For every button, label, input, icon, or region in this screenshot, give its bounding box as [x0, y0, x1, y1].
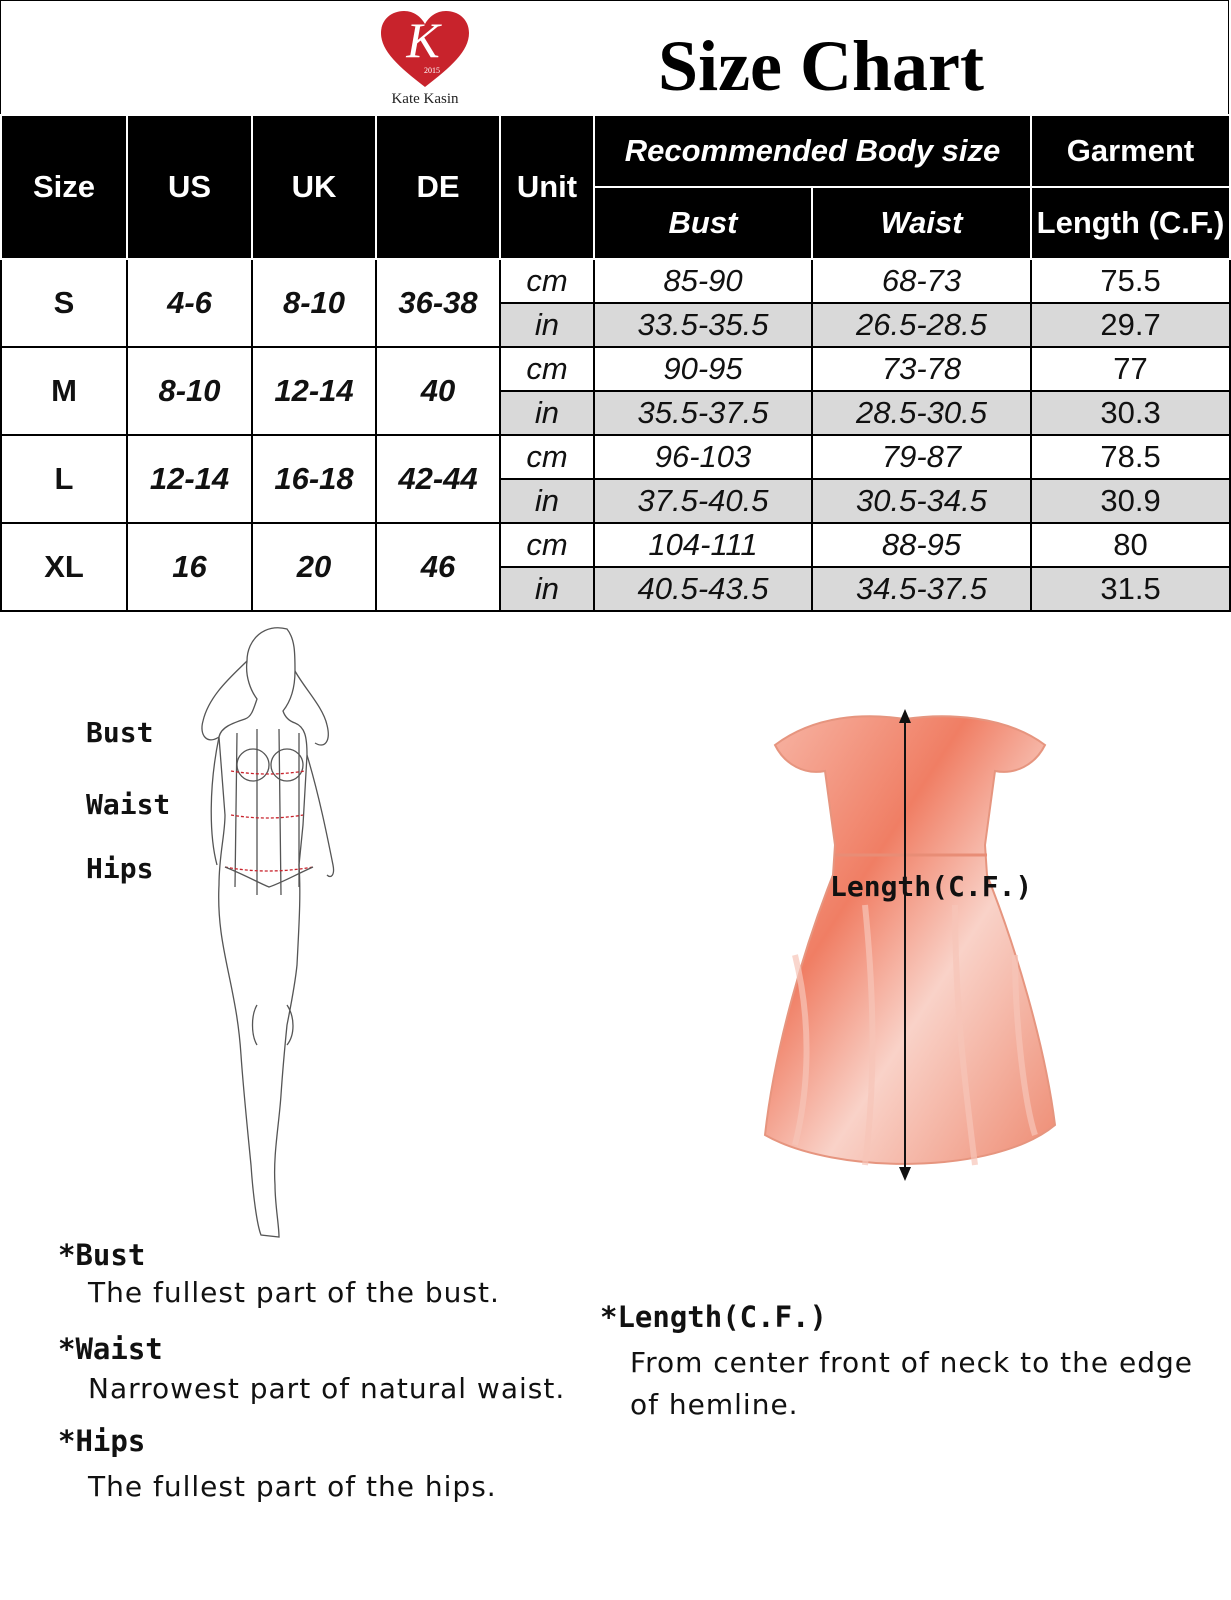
length-cell: 30.3 [1031, 391, 1230, 435]
de-size-cell: 42-44 [376, 435, 500, 523]
figure-label-waist: Waist [86, 788, 171, 821]
us-size-cell: 12-14 [127, 435, 252, 523]
us-size-cell: 8-10 [127, 347, 252, 435]
header [0, 0, 1229, 116]
length-cell: 29.7 [1031, 303, 1230, 347]
waist-cell: 30.5-34.5 [812, 479, 1031, 523]
brand-name: Kate Kasin [391, 91, 459, 107]
size-cell: M [1, 347, 127, 435]
size-table [0, 114, 1231, 612]
unit-cell: in [500, 479, 594, 523]
table-row [1, 347, 1230, 391]
de-size-cell: 46 [376, 523, 500, 611]
waist-cell: 26.5-28.5 [812, 303, 1031, 347]
waist-cell: 34.5-37.5 [812, 567, 1031, 611]
table-row [1, 523, 1230, 567]
unit-cell: in [500, 567, 594, 611]
size-rows [1, 259, 1230, 611]
us-size-cell: 4-6 [127, 259, 252, 347]
heart-logo-icon [379, 9, 471, 91]
figure-label-hips: Hips [86, 852, 154, 885]
header-de: DE [376, 115, 500, 259]
length-cell: 31.5 [1031, 567, 1230, 611]
unit-cell: cm [500, 435, 594, 479]
header-uk: UK [252, 115, 376, 259]
bust-cell: 40.5-43.5 [594, 567, 812, 611]
bust-cell: 96-103 [594, 435, 812, 479]
uk-size-cell: 8-10 [252, 259, 376, 347]
unit-cell: cm [500, 259, 594, 303]
waist-cell: 88-95 [812, 523, 1031, 567]
definition-waist-title: *Waist [58, 1332, 163, 1366]
header-waist: Waist [812, 187, 1031, 259]
definition-bust-title: *Bust [58, 1238, 146, 1272]
bust-cell: 104-111 [594, 523, 812, 567]
dress-length-label: Length(C.F.) [830, 870, 1033, 903]
length-cell: 30.9 [1031, 479, 1230, 523]
unit-cell: in [500, 303, 594, 347]
de-size-cell: 36-38 [376, 259, 500, 347]
size-cell: XL [1, 523, 127, 611]
unit-cell: cm [500, 523, 594, 567]
bust-cell: 85-90 [594, 259, 812, 303]
unit-cell: in [500, 391, 594, 435]
logo-year: 2015 [424, 66, 440, 75]
waist-cell: 79-87 [812, 435, 1031, 479]
waist-cell: 73-78 [812, 347, 1031, 391]
table-row [1, 435, 1230, 479]
uk-size-cell: 20 [252, 523, 376, 611]
definition-hips-title: *Hips [58, 1424, 146, 1458]
us-size-cell: 16 [127, 523, 252, 611]
figure-label-bust: Bust [86, 716, 154, 749]
waist-cell: 28.5-30.5 [812, 391, 1031, 435]
bust-cell: 90-95 [594, 347, 812, 391]
uk-size-cell: 12-14 [252, 347, 376, 435]
header-size: Size [1, 115, 127, 259]
page-title: Size Chart [658, 26, 984, 106]
uk-size-cell: 16-18 [252, 435, 376, 523]
unit-cell: cm [500, 347, 594, 391]
bust-cell: 33.5-35.5 [594, 303, 812, 347]
length-cell: 77 [1031, 347, 1230, 391]
size-cell: L [1, 435, 127, 523]
header-unit: Unit [500, 115, 594, 259]
size-cell: S [1, 259, 127, 347]
header-garment: Garment [1031, 115, 1230, 187]
definition-length-title: *Length(C.F.) [600, 1300, 827, 1334]
length-cell: 78.5 [1031, 435, 1230, 479]
header-bust: Bust [594, 187, 812, 259]
header-us: US [127, 115, 252, 259]
logo-letter: K [406, 12, 440, 68]
de-size-cell: 40 [376, 347, 500, 435]
definition-bust-text: The fullest part of the bust. [88, 1276, 500, 1309]
table-row [1, 259, 1230, 303]
waist-cell: 68-73 [812, 259, 1031, 303]
header-recommended-body-size: Recommended Body size [594, 115, 1031, 187]
length-cell: 80 [1031, 523, 1230, 567]
definition-length-text: From center front of neck to the edge of hemline. [630, 1346, 1193, 1421]
bust-cell: 37.5-40.5 [594, 479, 812, 523]
bust-cell: 35.5-37.5 [594, 391, 812, 435]
definition-hips-text: The fullest part of the hips. [88, 1470, 497, 1503]
length-cell: 75.5 [1031, 259, 1230, 303]
definition-waist-text: Narrowest part of natural waist. [88, 1372, 566, 1405]
brand-logo [379, 9, 471, 109]
header-length: Length (C.F.) [1031, 187, 1230, 259]
body-figure-sketch [195, 625, 355, 1245]
dress-image [755, 705, 1065, 1185]
